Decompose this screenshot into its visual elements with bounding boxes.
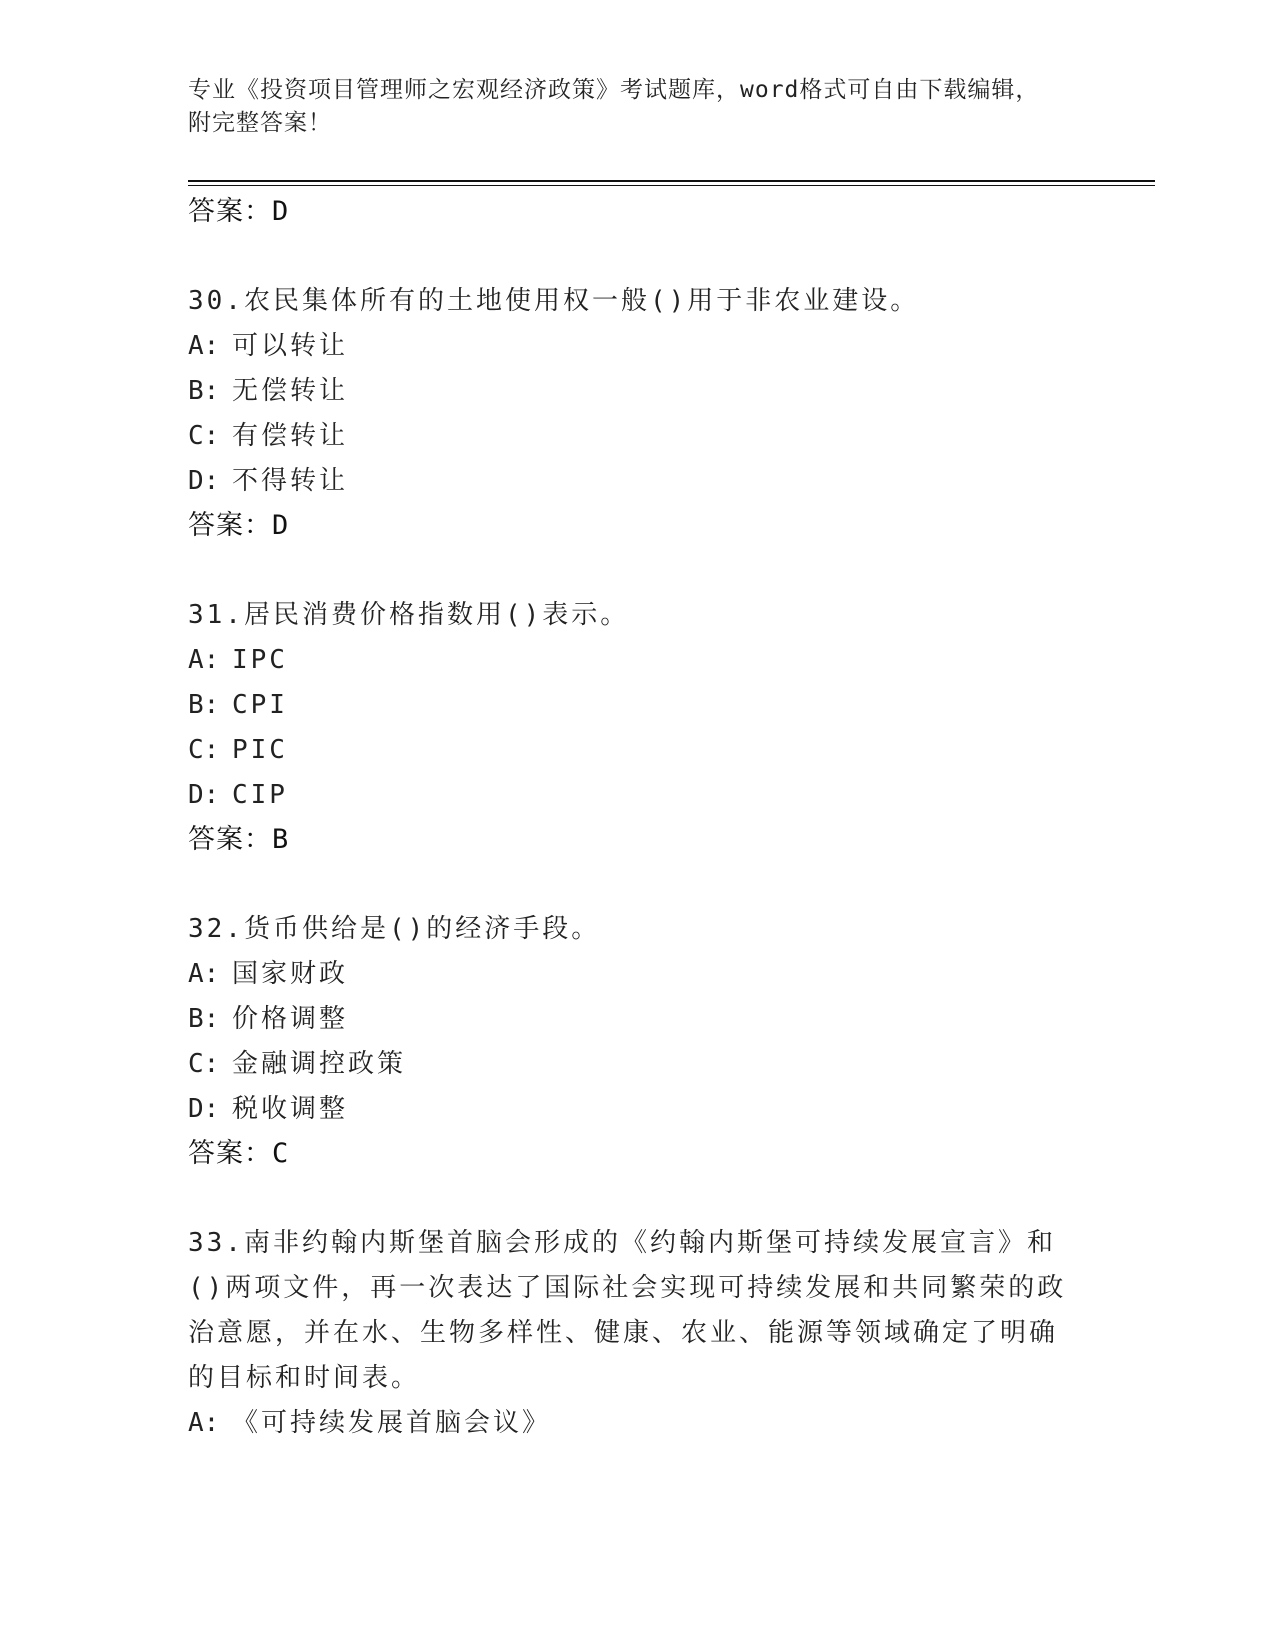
option-text: CIP: [232, 780, 288, 810]
previous-answer: 答案：D: [188, 196, 290, 227]
option-a: [188, 1401, 1088, 1446]
option-key: B:: [188, 690, 220, 720]
option-c: [188, 414, 1088, 459]
option-key: B:: [188, 376, 220, 406]
question-30: [188, 279, 1088, 546]
option-text: PIC: [232, 735, 288, 765]
option-key: A:: [188, 645, 220, 675]
option-a: [188, 952, 1088, 997]
option-b: [188, 997, 1088, 1042]
document-header: [188, 74, 1088, 140]
question-33: [188, 1221, 1088, 1446]
header-divider-thick: [188, 180, 1155, 182]
option-c: [188, 728, 1088, 773]
option-key: C:: [188, 735, 220, 765]
option-text: 可以转让: [232, 331, 349, 361]
option-c: [188, 1042, 1088, 1087]
option-key: D:: [188, 466, 220, 496]
option-key: A:: [188, 959, 220, 989]
option-key: D:: [188, 1094, 220, 1124]
option-text: 税收调整: [232, 1094, 349, 1124]
answer-label: 答案：C: [188, 1138, 290, 1169]
header-line-1: 专业《投资项目管理师之宏观经济政策》考试题库，word格式可自由下载编辑，: [188, 77, 1040, 103]
option-text: CPI: [232, 690, 288, 720]
question-32: [188, 907, 1088, 1174]
option-text: 有偿转让: [232, 421, 349, 451]
option-text: 不得转让: [232, 466, 349, 496]
option-a: [188, 638, 1088, 683]
option-text: IPC: [232, 645, 288, 675]
header-divider-thin: [188, 185, 1155, 186]
question-stem: 32.货币供给是()的经济手段。: [188, 914, 601, 944]
option-text: 金融调控政策: [232, 1049, 407, 1079]
option-key: C:: [188, 421, 220, 451]
option-b: [188, 683, 1088, 728]
question-stem: 30.农民集体所有的土地使用权一般()用于非农业建设。: [188, 286, 920, 316]
option-text: 价格调整: [232, 1004, 349, 1034]
answer-label: 答案：D: [188, 510, 290, 541]
question-stem: 31.居民消费价格指数用()表示。: [188, 600, 630, 630]
option-text: 《可持续发展首脑会议》: [232, 1408, 552, 1438]
option-b: [188, 369, 1088, 414]
option-key: C:: [188, 1049, 220, 1079]
option-a: [188, 324, 1088, 369]
option-key: B:: [188, 1004, 220, 1034]
option-d: [188, 773, 1088, 818]
question-31: [188, 593, 1088, 860]
option-d: [188, 459, 1088, 504]
header-line-2: 附完整答案！: [188, 110, 332, 136]
option-text: 国家财政: [232, 959, 349, 989]
option-key: D:: [188, 780, 220, 810]
option-key: A:: [188, 1408, 220, 1438]
option-key: A:: [188, 331, 220, 361]
option-text: 无偿转让: [232, 376, 349, 406]
question-list: [188, 190, 1088, 1446]
question-stem: 33.南非约翰内斯堡首脑会形成的《约翰内斯堡可持续发展宣言》和()两项文件，再一次表达了国际社会实现可持续发展和共同繁荣的政治意愿，并在水、生物多样性、健康、农业、能源等领域确定了明确的目标和时间表。: [188, 1228, 1067, 1393]
option-d: [188, 1087, 1088, 1132]
answer-label: 答案：B: [188, 824, 290, 855]
